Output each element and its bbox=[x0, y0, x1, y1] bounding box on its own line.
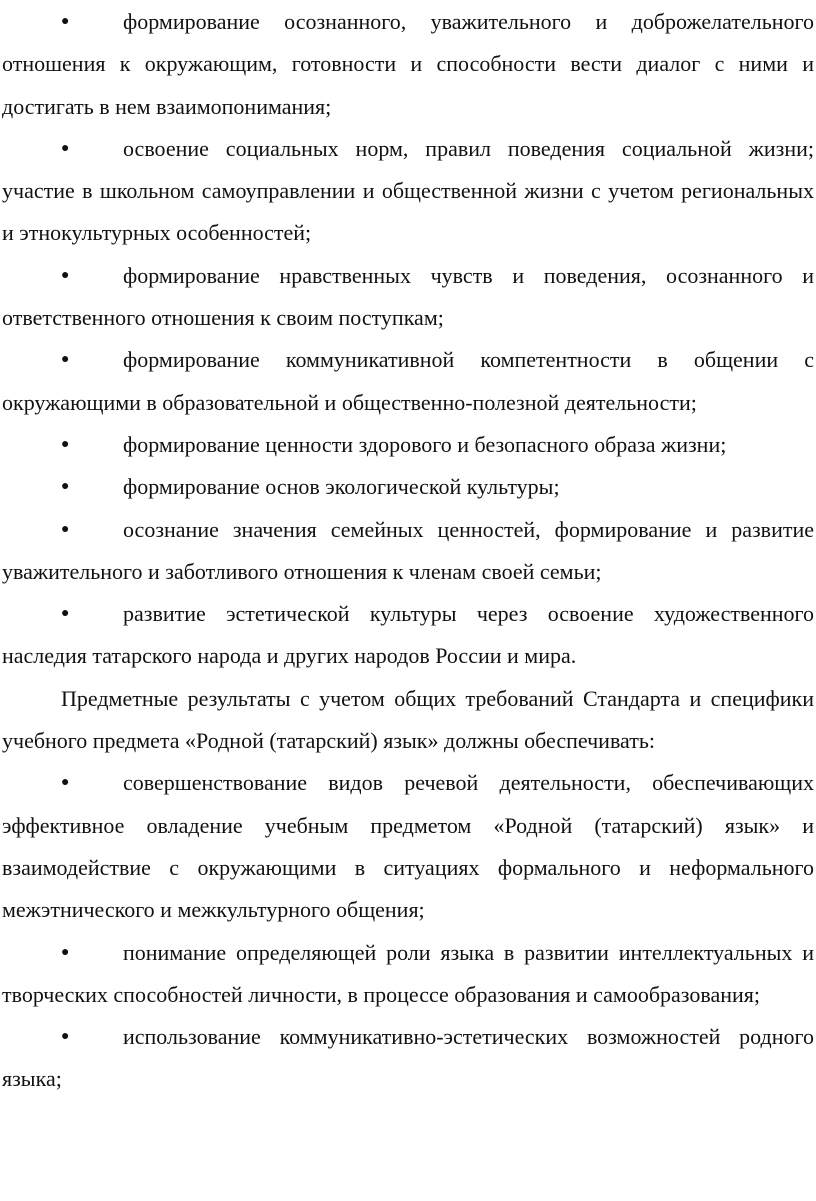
list-item bbox=[2, 424, 814, 466]
list-item-text: понимание определяющей роли языка в развитии интеллектуальных и творческих способностей личности, в процессе образования и самообразования; bbox=[2, 939, 814, 1007]
body-paragraph: Предметные результаты с учетом общих требований Стандарта и специфики учебного предмета «Родной (татарский) язык» должны обеспечивать: bbox=[2, 685, 814, 754]
list-item bbox=[2, 1016, 814, 1101]
list-item bbox=[2, 255, 814, 340]
bullet-icon: ● bbox=[61, 479, 70, 495]
bullet-icon: ● bbox=[61, 775, 70, 791]
list-item-text: формирование коммуникативной компетентности в общении с окружающими в образовательной и общественно-полезной деятельности; bbox=[2, 347, 814, 415]
list-item bbox=[2, 128, 814, 255]
bullet-icon: ● bbox=[61, 944, 70, 960]
bullet-icon: ● bbox=[61, 267, 70, 283]
list-item-text: формирование нравственных чувств и поведения, осознанного и ответственного отношения к своим поступкам; bbox=[2, 262, 814, 331]
list-item-text: развитие эстетической культуры через освоение художественного наследия татарского народа и других народов России и мира. bbox=[2, 601, 814, 669]
bullet-icon: ● bbox=[61, 352, 70, 368]
bullet-icon: ● bbox=[61, 521, 70, 537]
list-item-text: освоение социальных норм, правил поведения социальной жизни; участие в школьном самоуправлении и общественной жизни с учетом региональных и этнокультурных особенностей; bbox=[2, 135, 814, 246]
list-item-text: формирование осознанного, уважительного и доброжелательного отношения к окружающим, готовности и способности вести диалог с ними и достигать в нем взаимопонимания; bbox=[2, 9, 814, 119]
bullet-icon: ● bbox=[61, 140, 70, 156]
bullet-icon: ● bbox=[61, 606, 70, 622]
list-item bbox=[2, 509, 814, 594]
bullet-icon: ● bbox=[61, 14, 70, 29]
list-item bbox=[2, 1, 814, 128]
bullet-icon: ● bbox=[61, 1029, 70, 1045]
list-item bbox=[2, 339, 814, 424]
list-item bbox=[2, 466, 814, 508]
list-item-text: совершенствование видов речевой деятельности, обеспечивающих эффективное овладение учебным предметом «Родной (татарский) язык» и взаимодействие с окружающими в ситуациях формального и неформального межэтнического и межкультурного общения; bbox=[2, 770, 814, 923]
list-item-text: осознание значения семейных ценностей, формирование и развитие уважительного и заботливого отношения к членам своей семьи; bbox=[2, 516, 814, 584]
list-item-text: использование коммуникативно-эстетических возможностей родного языка; bbox=[2, 1024, 814, 1092]
list-item-text: формирование основ экологической культуры; bbox=[123, 474, 560, 500]
list-item-text: формирование ценности здорового и безопасного образа жизни; bbox=[123, 431, 727, 457]
list-item bbox=[2, 932, 814, 1017]
list-item bbox=[2, 762, 814, 931]
bullet-icon: ● bbox=[61, 436, 70, 452]
list-item bbox=[2, 593, 814, 678]
